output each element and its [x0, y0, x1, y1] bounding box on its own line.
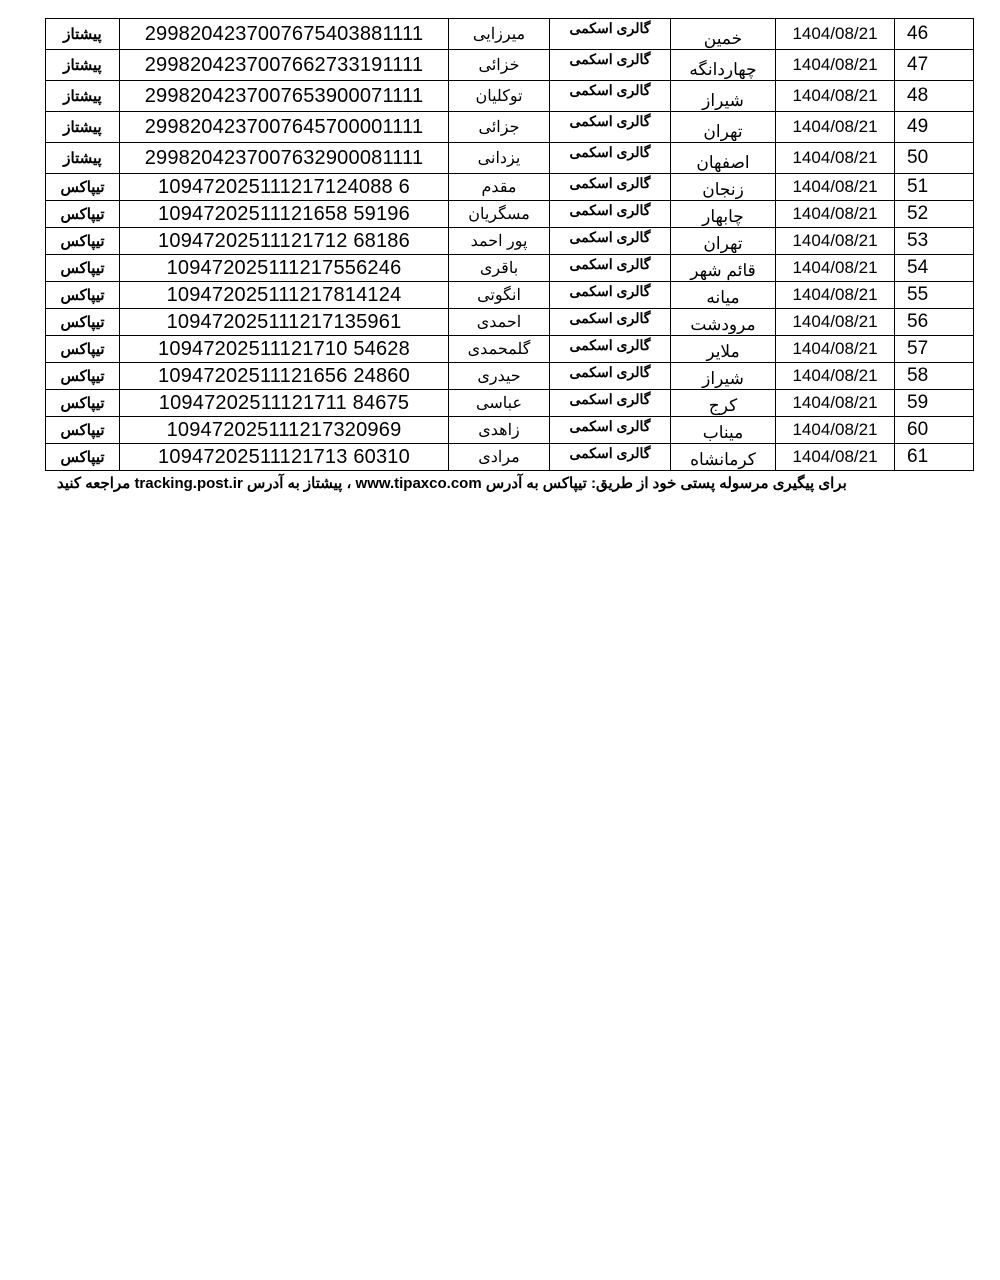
recipient-name-cell: مسگریان: [449, 201, 550, 228]
row-number-cell: 60: [895, 417, 974, 444]
recipient-name-cell: مرادی: [449, 444, 550, 471]
table-row: [46, 255, 974, 282]
courier-cell: تیپاکس: [46, 417, 120, 444]
date-cell: 1404/08/21: [776, 201, 895, 228]
tracking-number-cell: 10947202511121710 54628: [120, 336, 449, 363]
recipient-name-cell: میرزایی: [449, 19, 550, 50]
city-cell: شیراز: [671, 81, 776, 112]
sender-cell: گالری اسکمی: [550, 201, 671, 228]
date-cell: 1404/08/21: [776, 255, 895, 282]
courier-cell: پیشتاز: [46, 112, 120, 143]
recipient-name-cell: زاهدی: [449, 417, 550, 444]
table-row: [46, 201, 974, 228]
date-cell: 1404/08/21: [776, 112, 895, 143]
courier-cell: پیشتاز: [46, 50, 120, 81]
courier-cell: تیپاکس: [46, 201, 120, 228]
sender-cell: گالری اسکمی: [550, 112, 671, 143]
date-cell: 1404/08/21: [776, 336, 895, 363]
city-cell: مرودشت: [671, 309, 776, 336]
table-row: [46, 228, 974, 255]
shipment-table-body: [46, 19, 974, 471]
date-cell: 1404/08/21: [776, 390, 895, 417]
table-row: [46, 174, 974, 201]
tracking-number-cell: 2998204237007675403881111: [120, 19, 449, 50]
date-cell: 1404/08/21: [776, 19, 895, 50]
row-number-cell: 50: [895, 143, 974, 174]
row-number-cell: 52: [895, 201, 974, 228]
recipient-name-cell: باقری: [449, 255, 550, 282]
table-row: [46, 309, 974, 336]
date-cell: 1404/08/21: [776, 174, 895, 201]
recipient-name-cell: گلمحمدی: [449, 336, 550, 363]
row-number-cell: 58: [895, 363, 974, 390]
courier-cell: پیشتاز: [46, 143, 120, 174]
city-cell: خمین: [671, 19, 776, 50]
row-number-cell: 57: [895, 336, 974, 363]
sender-cell: گالری اسکمی: [550, 309, 671, 336]
date-cell: 1404/08/21: [776, 309, 895, 336]
courier-cell: تیپاکس: [46, 444, 120, 471]
table-row: [46, 143, 974, 174]
tracking-number-cell: 10947202511121712 68186: [120, 228, 449, 255]
date-cell: 1404/08/21: [776, 81, 895, 112]
courier-cell: تیپاکس: [46, 309, 120, 336]
date-cell: 1404/08/21: [776, 50, 895, 81]
table-row: [46, 390, 974, 417]
sender-cell: گالری اسکمی: [550, 390, 671, 417]
recipient-name-cell: یزدانی: [449, 143, 550, 174]
recipient-name-cell: جزائی: [449, 112, 550, 143]
table-row: [46, 81, 974, 112]
sender-cell: گالری اسکمی: [550, 228, 671, 255]
table-row: [46, 50, 974, 81]
tracking-number-cell: 2998204237007662733191111: [120, 50, 449, 81]
recipient-name-cell: انگوتی: [449, 282, 550, 309]
row-number-cell: 47: [895, 50, 974, 81]
row-number-cell: 49: [895, 112, 974, 143]
document-sheet: [45, 18, 954, 492]
row-number-cell: 48: [895, 81, 974, 112]
table-row: [46, 112, 974, 143]
table-row: [46, 19, 974, 50]
city-cell: ملایر: [671, 336, 776, 363]
date-cell: 1404/08/21: [776, 228, 895, 255]
sender-cell: گالری اسکمی: [550, 363, 671, 390]
sender-cell: گالری اسکمی: [550, 282, 671, 309]
tracking-number-cell: 10947202511121711 84675: [120, 390, 449, 417]
city-cell: چابهار: [671, 201, 776, 228]
courier-cell: تیپاکس: [46, 336, 120, 363]
row-number-cell: 54: [895, 255, 974, 282]
recipient-name-cell: مقدم: [449, 174, 550, 201]
tracking-number-cell: 109472025111217320969: [120, 417, 449, 444]
courier-cell: تیپاکس: [46, 282, 120, 309]
city-cell: کرج: [671, 390, 776, 417]
city-cell: شیراز: [671, 363, 776, 390]
city-cell: چهاردانگه: [671, 50, 776, 81]
city-cell: میانه: [671, 282, 776, 309]
recipient-name-cell: خزائی: [449, 50, 550, 81]
recipient-name-cell: توکلیان: [449, 81, 550, 112]
city-cell: زنجان: [671, 174, 776, 201]
city-cell: تهران: [671, 228, 776, 255]
courier-cell: تیپاکس: [46, 255, 120, 282]
row-number-cell: 55: [895, 282, 974, 309]
shipment-table: [45, 18, 974, 471]
city-cell: میناب: [671, 417, 776, 444]
tracking-number-cell: 2998204237007632900081111: [120, 143, 449, 174]
city-cell: اصفهان: [671, 143, 776, 174]
recipient-name-cell: احمدی: [449, 309, 550, 336]
date-cell: 1404/08/21: [776, 444, 895, 471]
tracking-number-cell: 10947202511121658 59196: [120, 201, 449, 228]
row-number-cell: 46: [895, 19, 974, 50]
row-number-cell: 61: [895, 444, 974, 471]
date-cell: 1404/08/21: [776, 363, 895, 390]
table-row: [46, 282, 974, 309]
recipient-name-cell: پور احمد: [449, 228, 550, 255]
tracking-number-cell: 10947202511121656 24860: [120, 363, 449, 390]
row-number-cell: 56: [895, 309, 974, 336]
table-row: [46, 363, 974, 390]
table-row: [46, 444, 974, 471]
sender-cell: گالری اسکمی: [550, 174, 671, 201]
sender-cell: گالری اسکمی: [550, 255, 671, 282]
tracking-instructions: برای پیگیری مرسوله پستی خود از طریق: تیپاکس به آدرس www.tipaxco.com ، پیشتاز به آدرس tracking.post.ir مراجعه کنید: [57, 475, 847, 492]
date-cell: 1404/08/21: [776, 143, 895, 174]
sender-cell: گالری اسکمی: [550, 81, 671, 112]
row-number-cell: 59: [895, 390, 974, 417]
sender-cell: گالری اسکمی: [550, 19, 671, 50]
tracking-number-cell: 2998204237007645700001111: [120, 112, 449, 143]
table-row: [46, 336, 974, 363]
courier-cell: پیشتاز: [46, 81, 120, 112]
sender-cell: گالری اسکمی: [550, 417, 671, 444]
recipient-name-cell: حیدری: [449, 363, 550, 390]
tracking-number-cell: 10947202511121713 60310: [120, 444, 449, 471]
courier-cell: تیپاکس: [46, 390, 120, 417]
sender-cell: گالری اسکمی: [550, 50, 671, 81]
tracking-number-cell: 109472025111217556246: [120, 255, 449, 282]
date-cell: 1404/08/21: [776, 282, 895, 309]
row-number-cell: 51: [895, 174, 974, 201]
courier-cell: پیشتاز: [46, 19, 120, 50]
sender-cell: گالری اسکمی: [550, 336, 671, 363]
city-cell: قائم شهر: [671, 255, 776, 282]
tracking-number-cell: 2998204237007653900071111: [120, 81, 449, 112]
recipient-name-cell: عباسی: [449, 390, 550, 417]
city-cell: کرمانشاه: [671, 444, 776, 471]
table-row: [46, 417, 974, 444]
tracking-number-cell: 109472025111217124088 6: [120, 174, 449, 201]
courier-cell: تیپاکس: [46, 174, 120, 201]
courier-cell: تیپاکس: [46, 363, 120, 390]
courier-cell: تیپاکس: [46, 228, 120, 255]
tracking-number-cell: 109472025111217135961: [120, 309, 449, 336]
tracking-number-cell: 109472025111217814124: [120, 282, 449, 309]
date-cell: 1404/08/21: [776, 417, 895, 444]
city-cell: تهران: [671, 112, 776, 143]
sender-cell: گالری اسکمی: [550, 143, 671, 174]
sender-cell: گالری اسکمی: [550, 444, 671, 471]
row-number-cell: 53: [895, 228, 974, 255]
